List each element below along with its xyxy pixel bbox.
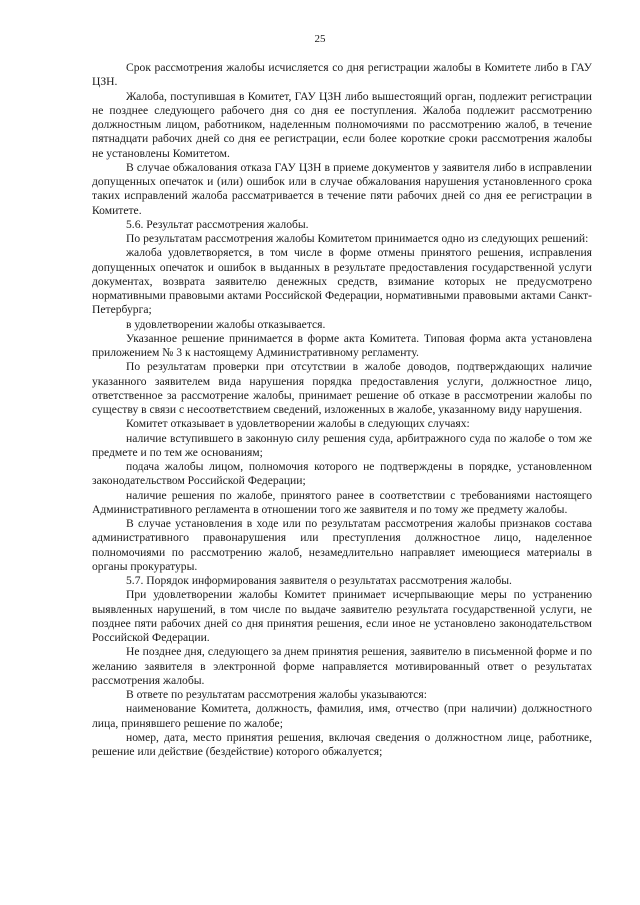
paragraph: Срок рассмотрения жалобы исчисляется со дня регистрации жалобы в Комитете либо в ГАУ ЦЗН. [92, 61, 592, 89]
paragraph: По результатам рассмотрения жалобы Комитетом принимается одно из следующих решений: [126, 232, 589, 245]
list-item: подача жалобы лицом, полномочия которого не подтверждены в порядке, установленном законодательством Российской Федерации; [92, 460, 592, 488]
section-heading: 5.7. Порядок информирования заявителя о результатах рассмотрения жалобы. [126, 574, 512, 587]
paragraph: Жалоба, поступившая в Комитет, ГАУ ЦЗН либо вышестоящий орган, подлежит регистрации не позднее следующего рабочего дня со дня ее поступления. Жалоба подлежит рассмотрению должностным лицом, работником, наделенным полномочиями по рассмотрению жалоб, в течение пятнадцати рабочих дней со дня ее регистрации, если более короткие сроки рассмотрения жалобы не установлены Комитетом. [92, 89, 592, 160]
page-body [92, 61, 592, 759]
paragraph: В случае обжалования отказа ГАУ ЦЗН в приеме документов у заявителя либо в исправлении допущенных опечаток и (или) ошибок или в случае обжалования нарушения установленного срока таких исправлений жалоба рассматривается в течение пяти рабочих дней со дня ее регистрации в Комитете. [92, 160, 592, 217]
paragraph: Не позднее дня, следующего за днем принятия решения, заявителю в письменной форме и по желанию заявителя в электронной форме направляется мотивированный ответ о результатах рассмотрения жалобы. [92, 645, 592, 687]
paragraph: По результатам проверки при отсутствии в жалобе доводов, подтверждающих наличие указанного заявителем вида нарушения порядка предоставления услуги, должностное лицо, ответственное за рассмотрение жалобы, принимает решение об отказе в рассмотрении жалобы по существу в связи с несоответствием сведений, изложенных в жалобе, указанному виду нарушения. [92, 360, 592, 416]
list-item: жалоба удовлетворяется, в том числе в форме отмены принятого решения, исправления допущенных опечаток и ошибок в выданных в результате предоставления государственной услуги документах, возврата заявителю денежных средств, взимание которых не предусмотрено нормативными правовыми актами Российской Федерации, нормативными правовыми актами Санкт-Петербурга; [92, 246, 592, 317]
paragraph: При удовлетворении жалобы Комитет принимает исчерпывающие меры по устранению выявленных нарушений, в том числе по выдаче заявителю результата государственной услуги, не позднее пяти рабочих дней со дня принятия решения, если иное не установлено законодательством Российской Федерации. [92, 588, 592, 644]
page-number: 25 [314, 33, 326, 45]
paragraph: Комитет отказывает в удовлетворении жалобы в следующих случаях: [126, 417, 470, 431]
list-item: номер, дата, место принятия решения, включая сведения о должностном лице, работнике, решение или действие (бездействие) которого обжалуется; [92, 730, 592, 758]
list-item: наличие вступившего в законную силу решения суда, арбитражного суда по жалобе о том же предмете и по тем же основаниям; [92, 431, 592, 459]
list-item: наименование Комитета, должность, фамилия, имя, отчество (при наличии) должностного лица, принявшего решение по жалобе; [92, 702, 592, 730]
section-heading: 5.6. Результат рассмотрения жалобы. [126, 217, 309, 231]
list-item: в удовлетворении жалобы отказывается. [126, 317, 326, 331]
paragraph: В ответе по результатам рассмотрения жалобы указываются: [126, 688, 427, 701]
paragraph: Указанное решение принимается в форме акта Комитета. Типовая форма акта установлена приложением № 3 к настоящему Административному регламенту. [92, 331, 592, 359]
paragraph: В случае установления в ходе или по результатам рассмотрения жалобы признаков состава административного правонарушения или преступления должностное лицо, наделенное полномочиями по рассмотрению жалоб, незамедлительно направляет имеющиеся материалы в органы прокуратуры. [92, 517, 592, 573]
list-item: наличие решения по жалобе, принятого ранее в соответствии с требованиями настоящего Административного регламента в отношении того же заявителя и по тому же предмету жалобы. [92, 488, 592, 516]
